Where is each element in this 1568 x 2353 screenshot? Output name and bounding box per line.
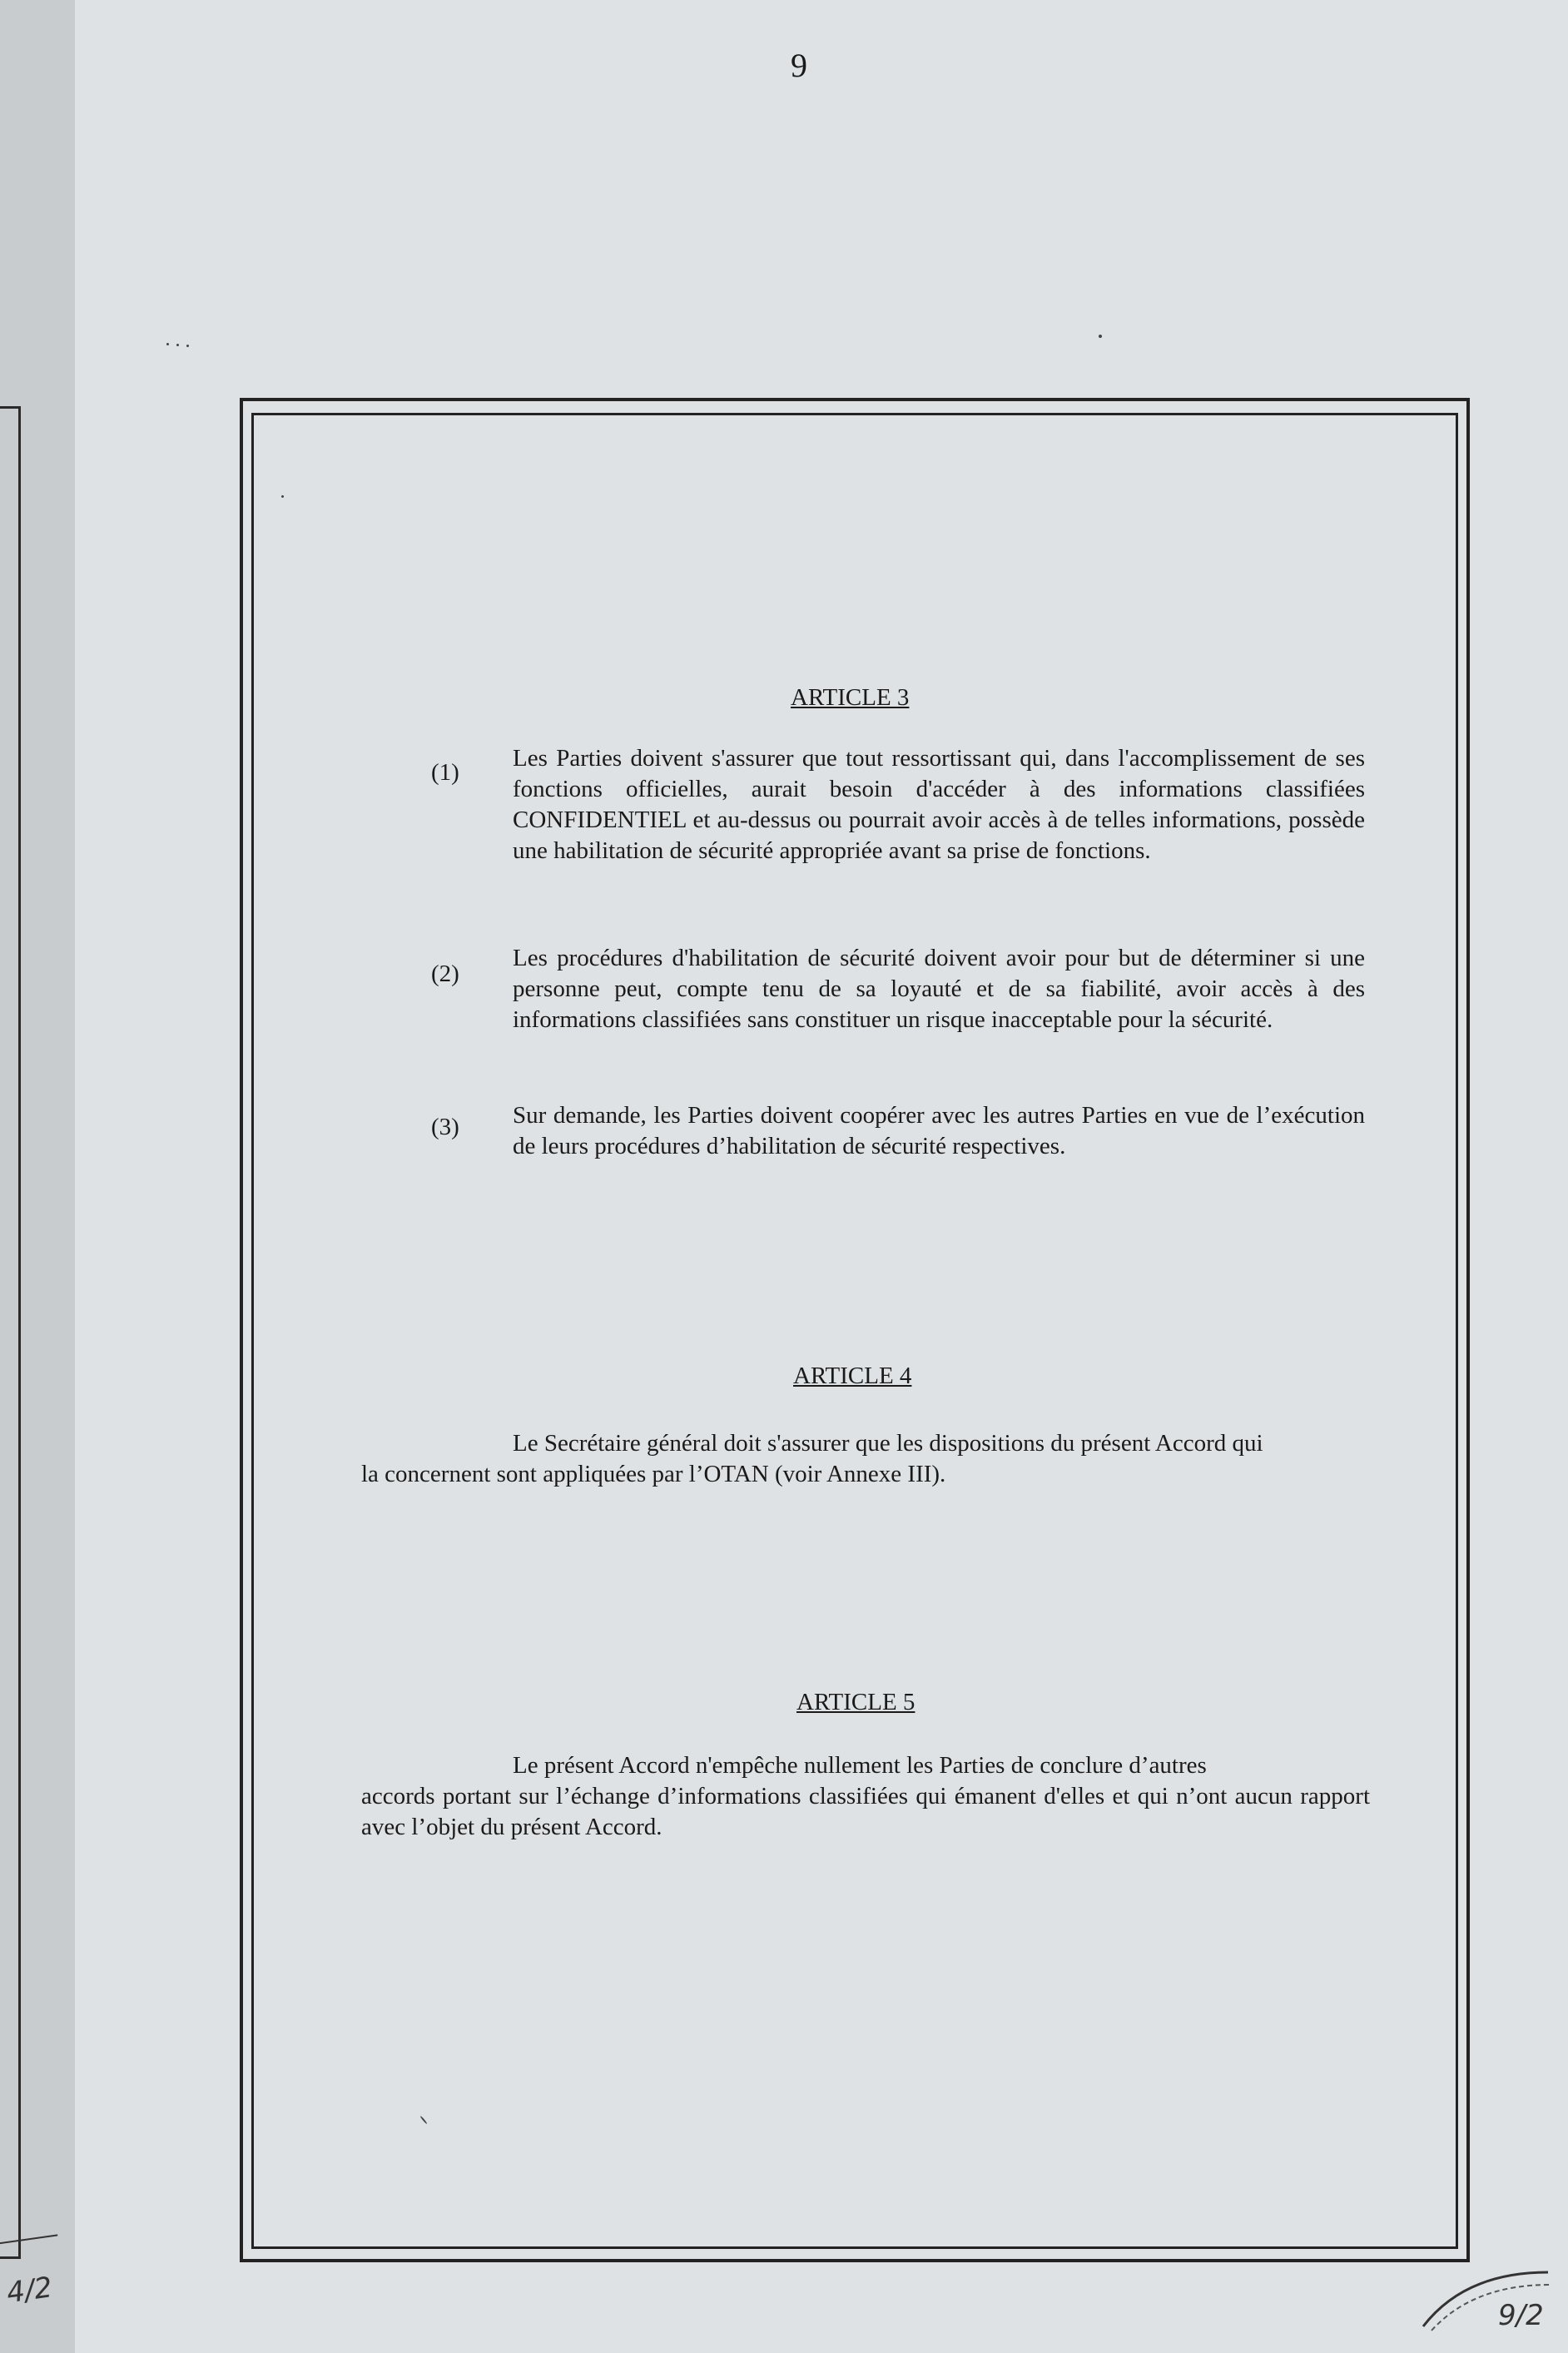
article-3-paragraph-3-number: (3): [431, 1114, 459, 1140]
article-3-title: ARTICLE 3: [791, 684, 910, 711]
adjacent-page-edge: [0, 0, 77, 2353]
article-3-paragraph-2-number: (2): [431, 961, 459, 987]
right-stamp-text: 9/2: [1498, 2299, 1544, 2332]
left-stamp: [0, 2226, 81, 2351]
article-5-title: ARTICLE 5: [796, 1689, 915, 1715]
article-5-text-first-line: Le présent Accord n'empêche nullement les Parties de conclure d’autres: [513, 1752, 1207, 1779]
page-number: 9: [791, 47, 807, 84]
article-3-paragraph-2-text: Les procédures d'habilitation de sécurité doivent avoir pour but de déterminer si une personne peut, compte tenu de sa loyauté et de sa fiabilité, avoir accès à des informations classifiées sans constituer un risque inacceptable pour la sécurité.: [513, 945, 1365, 1033]
article-4-text-rest: la concernent sont appliquées par l’OTAN (voir Annexe III).: [361, 1461, 946, 1487]
article-3-paragraph-1-text: Les Parties doivent s'assurer que tout ressortissant qui, dans l'accomplissement de ses fonctions officielles, aurait besoin d'accéder à des informations classifiées CONFIDENTIEL et au-dessus ou pourrait avoir accès à de telles informations, possède une habilitation de sécurité appropriée avant sa prise de fonctions.: [513, 745, 1365, 864]
speck: [166, 343, 169, 345]
article-3-paragraph-3-text: Sur demande, les Parties doivent coopérer avec les autres Parties en vue de l’exécution de leurs procédures d’habilitation de sécurité respectives.: [513, 1102, 1365, 1159]
article-5-text-rest: accords portant sur l’échange d’informations classifiées qui émanent d'elles et qui n’ont aucun rapport avec l’objet du présent Accord.: [361, 1783, 1370, 1840]
right-stamp: [1407, 2247, 1556, 2339]
article-4-text-first-line: Le Secrétaire général doit s'assurer que les dispositions du présent Accord qui: [513, 1430, 1263, 1457]
article-3-paragraph-1-number: (1): [431, 759, 459, 786]
speck: [186, 345, 189, 347]
article-4-title: ARTICLE 4: [793, 1363, 912, 1389]
left-stamp-text: 4/2: [4, 2271, 55, 2311]
speck: [281, 495, 284, 498]
speck: [1099, 335, 1102, 338]
speck: [176, 344, 179, 346]
adjacent-page-frame: [0, 406, 21, 2259]
